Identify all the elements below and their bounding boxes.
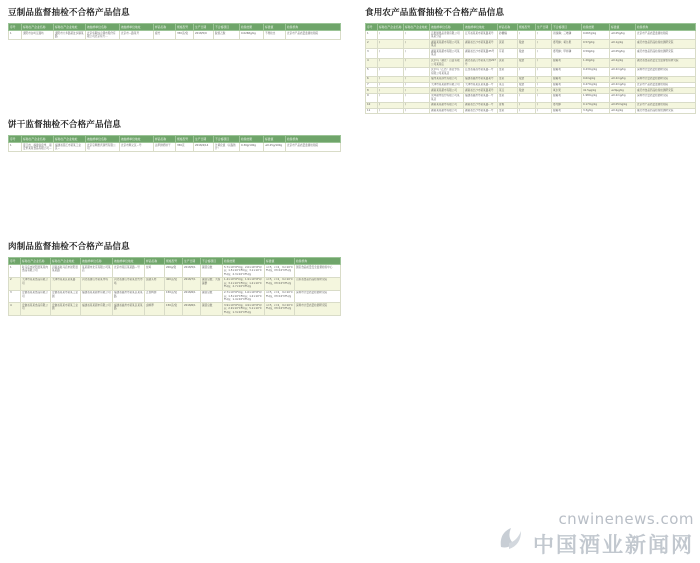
table-cell: 北京京顺惠宾商贸有限公司 (86, 143, 120, 152)
table-cell: 1.98mg/kg (582, 93, 610, 102)
table-cell: 5 (366, 67, 378, 76)
table-cell: 1 (9, 265, 21, 278)
column-header: 序号 (9, 258, 21, 265)
table-cell: 菠菜 (498, 40, 518, 49)
column-header: 被抽样单位名称 (86, 24, 120, 31)
table-cell: 北京市产品质量监督检验院 (286, 31, 341, 40)
column-header: 检验机构 (286, 136, 341, 143)
table-cell: 2018/5/1 (183, 265, 201, 278)
table-cell: 0.47mg/kg (582, 82, 610, 88)
table-cell: 山东省食品药品检验研究院 (295, 277, 341, 290)
table-cell: 11 (366, 108, 378, 114)
table-row (366, 93, 696, 102)
table-cell: / (378, 31, 404, 40)
table-row (9, 277, 341, 290)
table-cell: 沃尔玛（湖北）百货有限公司某某店 (430, 58, 464, 67)
table-cell: 2.7×10⁵CFU/g；1.6×10⁵CFU/g；1.5×10⁵CFU/g；1.2×10⁵CFU/g；1.4×10⁵CFU/g (223, 290, 265, 303)
table-cell: 溧阳市白岭豆腐坊 (22, 31, 54, 40)
table-cell: 溧阳市大华路某处乡镇某路 (55, 31, 84, 39)
table-cell: 3.9×10⁵CFU/g；4.9×10⁵CFU/g；2.9×10⁵CFU/g；5.1×10⁵CFU/g；1.3×10⁵CFU/g (223, 303, 265, 316)
table-cell: / (378, 93, 404, 102)
meat-section (8, 240, 340, 316)
table-cell: 0.30g/100g (240, 143, 264, 152)
table-cell: 卤猪头肉 (145, 277, 165, 290)
table-cell: ≤0.05mg/kg (610, 102, 636, 108)
table-cell: 湖南某某超市有限公司 (430, 108, 464, 114)
table-cell: 重庆市食品药品检验检测研究院 (636, 108, 696, 114)
meat-title: 肉制品监督抽检不合格产品信息 (8, 242, 130, 252)
table-cell: 福建省福州市某某路...号 (464, 93, 498, 102)
table-cell: 福建省福州市某某区某某路 (113, 290, 145, 303)
table-cell: 1 (9, 31, 22, 40)
column-header: 不合格项目 (201, 258, 223, 265)
table-cell: / (404, 67, 430, 76)
watermark-url: cnwinenews.com (558, 510, 694, 528)
table-cell: 江西省南昌市某某路...号 (464, 67, 498, 76)
table-row (9, 31, 341, 40)
table-cell: 湖南省长沙市某某路某号 (464, 88, 498, 94)
agri-table (365, 23, 696, 114)
table-cell: 0.59g/kg (582, 49, 610, 58)
table-cell: / (518, 67, 536, 76)
table-cell: 菜豆 (498, 82, 518, 88)
table-cell: 菌落总数；大肠菌群 (201, 277, 223, 290)
column-header: 被抽样单位名称 (86, 136, 120, 143)
biscuit-title: 饼干监督抽检不合格产品信息 (8, 120, 122, 130)
table-cell: 安徽省某某市某某工业园 (51, 303, 81, 316)
table-cell: / (378, 102, 404, 108)
table-cell: 深圳市计量质量检测研究院 (295, 290, 341, 303)
site-watermark (533, 510, 694, 559)
table-cell: 3 (366, 49, 378, 58)
table-cell: 腐霉利 (552, 76, 582, 82)
table-cell: 毒死蜂；氧乐果 (552, 40, 582, 49)
table-cell: 江苏省某某市某某路某号 (464, 31, 498, 40)
table-cell: 湖南省长沙市某某路某号 (464, 40, 498, 49)
table-cell: / (536, 31, 552, 40)
table-cell: 福建省晋江市某某工业区... (54, 143, 86, 152)
table-cell: 1 (9, 143, 22, 152)
table-cell: 0.43mg/kg (582, 67, 610, 76)
column-header: 标称生产企业地址 (404, 24, 430, 31)
table-cell: 湖南某某超市有限公司 (430, 102, 464, 108)
table-cell: ≤0.05g/kg (610, 49, 636, 58)
table-cell: / (518, 102, 536, 108)
column-header: 标准值 (264, 24, 286, 31)
table-cell: 0.6mg/kg (582, 76, 610, 82)
table-cell: ≤0.2mg/kg (610, 76, 636, 82)
table-cell: 北京市产品质量监督检验院 (286, 143, 341, 152)
table-row (9, 303, 341, 316)
table-cell: 深圳市计量质量检测研究院 (295, 303, 341, 316)
table-row (366, 108, 696, 114)
table-cell: 深圳市计量质量检测研究院 (636, 76, 696, 82)
table-cell: 菌落总数 (201, 303, 223, 316)
table-cell: 2018/6/1 (183, 290, 201, 303)
table-cell: 菌落总数 (201, 290, 223, 303)
column-header: 被抽样单位地址 (120, 136, 154, 143)
column-header: 不合格项目 (552, 24, 582, 31)
table-cell: / (536, 108, 552, 114)
table-row (9, 143, 341, 152)
table-cell: 氧乐果 (552, 88, 582, 94)
column-header: 序号 (366, 24, 378, 31)
table-cell: / (378, 88, 404, 94)
table-cell: 重庆市食品药品检验检测研究院 (636, 40, 696, 49)
table-cell: ≤0.1g/kg (610, 40, 636, 49)
table-cell: 腐竹 (154, 31, 176, 40)
table-cell: / (378, 58, 404, 67)
column-header: 被抽样单位地址 (120, 24, 154, 31)
table-cell: 香蕉 (498, 102, 518, 108)
table-cell: / (404, 58, 430, 67)
table-row (366, 31, 696, 40)
column-header: 生产日期 (194, 136, 214, 143)
table-cell: 2018/5/9 (194, 31, 214, 40)
table-cell: ≤0.2g/kg (610, 58, 636, 67)
table-cell: 1 (366, 31, 378, 40)
table-cell: 0.57g/kg (582, 40, 610, 49)
column-header: 生产日期 (183, 258, 201, 265)
table-cell: 安徽省某某食品有限公司 (21, 290, 51, 303)
table-cell: 北京市...路某号 (120, 31, 154, 40)
agri-header-row (366, 24, 696, 31)
table-cell: / (536, 102, 552, 108)
table-cell: 湖南省长沙市某某路...号 (464, 108, 498, 114)
table-cell: / (404, 88, 430, 94)
table-cell: 砂糖橘 (498, 31, 518, 40)
table-cell: ≤0.25g/100g (264, 143, 286, 152)
column-header: 标准值 (264, 136, 286, 143)
table-cell: 河北省唐山市某某市场 (81, 277, 113, 290)
table-cell: 400克/袋 (165, 277, 183, 290)
table-cell: n=5，c=2，m=10⁴CFU/g，M=10⁵CFU/g (265, 303, 295, 316)
table-cell: / (404, 31, 430, 40)
table-row (9, 290, 341, 303)
table-cell: 福建省福州市某某路某号 (464, 76, 498, 82)
table-cell: 安徽省某某市某某工业园 (51, 290, 81, 303)
table-cell: / (404, 76, 430, 82)
table-cell: 2018/4/14 (194, 143, 214, 152)
table-cell: 永辉超市股份有限公司某某店 (430, 93, 464, 102)
table-cell: ≤0.2mg/kg (610, 82, 636, 88)
table-cell: 脱氢乙酸 (214, 31, 240, 40)
agri-title: 食用农产品监督抽检不合格产品信息 (365, 8, 505, 18)
table-cell: 重庆市食品药品检验检测研究院 (636, 88, 696, 94)
table-cell: / (404, 102, 430, 108)
table-cell: 150克/袋 (165, 303, 183, 316)
table-cell: 法甲鲜奶饼干 (154, 143, 176, 152)
table-cell: 5.7×10⁴CFU/g；2.6×10⁴CFU/g；1.5×10⁴CFU/g；3.1×10⁴CFU/g；2.3×10⁴CFU/g (223, 265, 265, 278)
table-cell: n=5，c=2，m=10⁴CFU/g，M=10⁵CFU/g (265, 277, 295, 290)
column-header: 检验结果 (582, 24, 610, 31)
table-cell: 韭菜 (498, 93, 518, 102)
table-cell: 散装 (518, 49, 536, 58)
table-cell: 散装 (518, 88, 536, 94)
column-header: 样品名称 (145, 258, 165, 265)
column-header: 检验机构 (286, 24, 341, 31)
table-cell: / (378, 67, 404, 76)
table-cell: 散装 (518, 82, 536, 88)
table-cell: / (378, 76, 404, 82)
table-cell: 福州某某商贸有限公司 (430, 76, 464, 82)
table-cell: n=5，c=2，m=10⁴CFU/g，M=10⁵CFU/g (265, 265, 295, 278)
table-cell: / (536, 82, 552, 88)
table-cell: 湖北省食品质量安全监督检验研究院 (636, 58, 696, 67)
table-cell: 百果园果品连锁有限公司某某分店 (430, 31, 464, 40)
table-cell: 福建省某某超市有限公司 (81, 303, 113, 316)
table-cell: 芹菜 (498, 49, 518, 58)
table-cell: 湖南某某超市有限公司某某店 (430, 40, 464, 49)
table-cell: 卤鸭脖 (145, 303, 165, 316)
table-cell: 4 (366, 58, 378, 67)
table-cell: 福建省某某超市有限公司 (81, 290, 113, 303)
column-header: 不合格项目 (214, 136, 240, 143)
table-row (366, 58, 696, 67)
table-cell: 过氧化值（以脂肪计） (214, 143, 240, 152)
table-cell: 北京华联综合超市股份有限公司北京东方... (86, 31, 120, 40)
column-header: 标称生产企业名称 (22, 136, 54, 143)
column-header: 规格型号 (165, 258, 183, 265)
table-cell: / (536, 49, 552, 58)
column-header: 标准值 (265, 258, 295, 265)
column-header: 序号 (9, 136, 22, 143)
column-header: 被抽样单位名称 (81, 258, 113, 265)
table-cell: 1.4×10⁶CFU/g；1.9×10⁵CFU/g；3.1×10⁵CFU/g；1.2×10⁵CFU/g；2.7×10⁵CFU/g (223, 277, 265, 290)
table-cell: / (536, 40, 552, 49)
column-header: 检验机构 (295, 258, 341, 265)
table-cell: 烧鸡 (145, 265, 165, 278)
table-row (366, 67, 696, 76)
table-cell: / (404, 40, 430, 49)
table-cell: 150克/袋 (165, 290, 183, 303)
table-cell: 湖南省长沙市某某路...号 (464, 102, 498, 108)
table-cell: / (536, 88, 552, 94)
table-cell: 0.0268g/kg (240, 31, 264, 40)
table-cell: 1.20g/kg (582, 58, 610, 67)
table-cell: 2018/6/1 (183, 303, 201, 316)
table-cell: / (378, 108, 404, 114)
table-cell: / (518, 108, 536, 114)
table-cell: / (536, 76, 552, 82)
table-cell: 散装 (518, 40, 536, 49)
table-cell: / (378, 82, 404, 88)
agri-section (365, 6, 695, 114)
column-header: 标称生产企业地址 (54, 136, 86, 143)
table-cell: 10 (366, 102, 378, 108)
table-cell: 重庆市食品药品检验检测研究院 (636, 49, 696, 58)
table-cell: 某某超市北京有限公司某店 (81, 265, 113, 278)
table-cell: 国家食品质量安全监督检验中心 (295, 265, 341, 278)
table-row (366, 49, 696, 58)
table-cell: 湖南某某超市有限公司 (430, 88, 464, 94)
tofu-section (8, 6, 340, 40)
table-cell: 韭菜 (498, 108, 518, 114)
table-cell: 散装 (518, 58, 536, 67)
table-cell: / (536, 58, 552, 67)
table-cell: 菌落总数 (201, 265, 223, 278)
table-cell: / (518, 31, 536, 40)
column-header: 被抽样单位地址 (464, 24, 498, 31)
table-cell: 河北省唐山市某某农贸市场 (113, 277, 145, 290)
column-header: 生产日期 (194, 24, 214, 31)
table-cell: 腐霉利 (552, 82, 582, 88)
column-header: 标称生产企业名称 (378, 24, 404, 31)
table-cell: 深圳市计量质量检测研究院 (636, 93, 696, 102)
watermark-site-name: 中国酒业新闻网 (533, 533, 694, 557)
tofu-header-row (9, 24, 341, 31)
column-header: 序号 (9, 24, 22, 31)
table-cell: 北京市产品质量监督检验院 (636, 82, 696, 88)
meat-header-row (9, 258, 341, 265)
table-cell: 天津市某某食品有限公司 (21, 277, 51, 290)
table-cell: 41.5μg/kg (582, 88, 610, 94)
table-cell: ≤0.05g/kg (610, 31, 636, 40)
table-cell: n=5，c=2，m=10⁴CFU/g，M=10⁵CFU/g (265, 290, 295, 303)
table-cell: / (404, 49, 430, 58)
column-header: 规格型号 (518, 24, 536, 31)
table-cell: 菜豆 (498, 88, 518, 94)
table-cell: ≤0.2mg/kg (610, 67, 636, 76)
table-cell: 北京市产品质量监督检验院 (636, 31, 696, 40)
column-header: 标称生产企业地址 (54, 24, 86, 31)
table-cell: 天津市某某区某某路...号 (464, 82, 498, 88)
table-cell: 2 (366, 40, 378, 49)
table-cell: 6 (366, 76, 378, 82)
column-header: 检验结果 (240, 24, 264, 31)
table-cell: 深圳市计量质量检测研究院 (636, 67, 696, 76)
table-cell: 毒死蜂 (552, 102, 582, 108)
table-cell: 天津市某某超市有限公司 (430, 82, 464, 88)
table-cell: 河南省驻马店市泌阳县某某路 (51, 265, 81, 278)
column-header: 规格型号 (176, 24, 194, 31)
table-cell: 菠菜 (498, 58, 518, 67)
logo-icon (495, 523, 525, 553)
table-cell: 福建省福州市某某区某某路 (113, 303, 145, 316)
table-cell: 350克 (176, 143, 194, 152)
table-cell: 沃尔玛（江西）商业零售有限公司某某店 (430, 67, 464, 76)
column-header: 样品名称 (154, 136, 176, 143)
table-cell: / (378, 49, 404, 58)
column-header: 样品名称 (154, 24, 176, 31)
column-header: 生产日期 (536, 24, 552, 31)
table-cell: / (378, 40, 404, 49)
table-cell: 韭菜 (498, 76, 518, 82)
table-cell: 3 (9, 290, 21, 303)
table-cell: 0.17mg/kg (582, 102, 610, 108)
table-cell: 3.3g/kg (582, 108, 610, 114)
table-cell: 北京市某区某某路...号 (113, 265, 145, 278)
table-cell: 腐霉利 (552, 67, 582, 76)
table-cell: 散装 (518, 76, 536, 82)
column-header: 标称生产企业名称 (22, 24, 54, 31)
table-cell: ≤0.2g/kg (610, 108, 636, 114)
table-cell: 毒死蜂；甲拌磷 (552, 49, 582, 58)
table-cell: 9 (366, 93, 378, 102)
table-cell: 2018/7/1 (183, 277, 201, 290)
column-header: 被抽样单位地址 (113, 258, 145, 265)
table-cell: 驻马店市泌阳县某某肉食品有限公司 (21, 265, 51, 278)
table-cell: ≤20μg/kg (610, 88, 636, 94)
table-cell: / (536, 67, 552, 76)
table-cell: 韭菜 (498, 67, 518, 76)
table-cell: 200g/袋 (165, 265, 183, 278)
table-cell: / (518, 93, 536, 102)
tofu-table (8, 23, 341, 40)
biscuit-header-row (9, 136, 341, 143)
table-cell: / (404, 93, 430, 102)
table-cell: 天津市某某区某某路 (51, 277, 81, 290)
table-cell: 湖南省长沙市某某路35号 (464, 49, 498, 58)
table-cell: 丙溴磷；三唑磷 (552, 31, 582, 40)
table-cell: 4 (9, 303, 21, 316)
biscuit-table (8, 135, 341, 152)
table-cell: / (536, 93, 552, 102)
table-cell: 腐霉利 (552, 93, 582, 102)
table-cell: 北京市顺义区...号 (120, 143, 154, 152)
table-row (9, 265, 341, 278)
table-cell: ≤0.2mg/kg (610, 93, 636, 102)
table-cell: 安徽省某某食品有限公司 (21, 303, 51, 316)
table-cell: 8 (366, 88, 378, 94)
table-cell: 湖北省武汉市某某大道207号 (465, 59, 496, 66)
biscuit-section (8, 118, 340, 152)
table-cell: 五香鸭翅 (145, 290, 165, 303)
table-cell: 腐霉利 (552, 108, 582, 114)
table-row (366, 40, 696, 49)
column-header: 样品名称 (498, 24, 518, 31)
table-cell: 北京市产品质量监督检验院 (636, 102, 696, 108)
table-cell: 350克/袋 (176, 31, 194, 40)
column-header: 被抽样单位名称 (430, 24, 464, 31)
column-header: 标准值 (610, 24, 636, 31)
column-header: 不合格项目 (214, 24, 240, 31)
table-cell: 腐霉利 (552, 58, 582, 67)
table-cell: 湖南某某超市有限公司某某店 (430, 49, 464, 58)
table-cell: / (404, 82, 430, 88)
column-header: 标称生产企业名称 (21, 258, 51, 265)
column-header: 规格型号 (176, 136, 194, 143)
column-header: 标称生产企业地址 (51, 258, 81, 265)
column-header: 检验结果 (223, 258, 265, 265)
table-cell: 晋江市、福建省泉州、南安市某某食品有限公司... (23, 143, 52, 151)
meat-table (8, 257, 341, 316)
column-header: 检验结果 (240, 136, 264, 143)
column-header: 检验机构 (636, 24, 696, 31)
table-cell: 2 (9, 277, 21, 290)
table-cell: 0.067g/kg (582, 31, 610, 40)
table-cell: 不得检出 (264, 31, 286, 40)
table-cell: 7 (366, 82, 378, 88)
tofu-title: 豆制品监督抽检不合格产品信息 (8, 8, 130, 18)
table-cell: / (404, 108, 430, 114)
